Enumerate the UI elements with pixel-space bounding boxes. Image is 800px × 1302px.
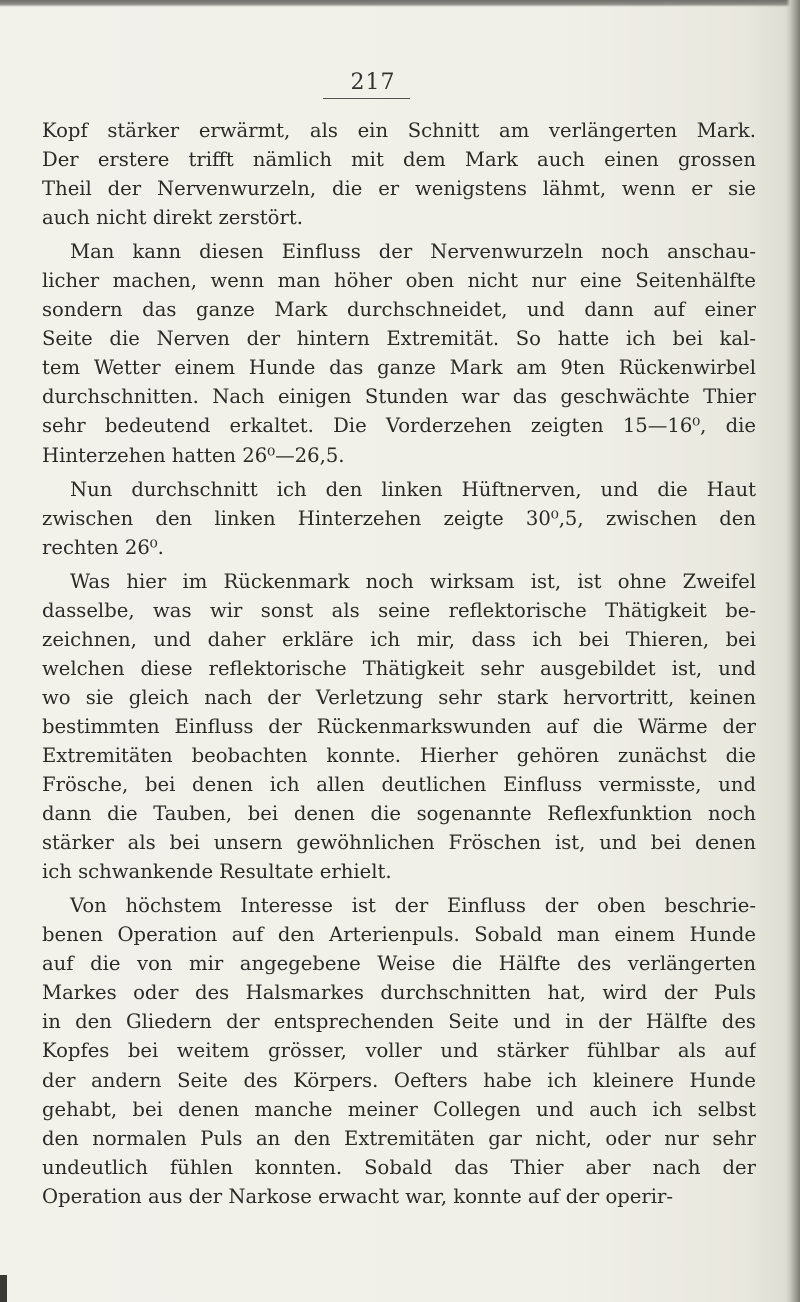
- book-spine-shadow: [786, 0, 800, 1302]
- paragraph: [42, 891, 756, 1211]
- text-line: bestimmten Einfluss der Rückenmarkswunden auf die Wärme der: [42, 714, 756, 738]
- text-line: sondern das ganze Mark durchschneidet, und dann auf einer: [42, 298, 756, 322]
- text-line: tem Wetter einem Hunde das ganze Mark am 9ten Rückenwirbel: [42, 356, 756, 380]
- text-line: auf die von mir angegebene Weise die Hälfte des verlängerten: [42, 952, 756, 976]
- text-line: dann die Tauben, bei denen die sogenannte Reflexfunktion noch: [42, 802, 756, 826]
- text-line: sehr bedeutend erkaltet. Die Vorderzehen zeigten 15—16⁰, die: [42, 414, 756, 438]
- text-line: benen Operation auf den Arterienpuls. Sobald man einem Hunde: [42, 923, 756, 947]
- paragraph: [42, 237, 756, 469]
- text-line: wo sie gleich nach der Verletzung sehr stark hervortritt, keinen: [42, 685, 756, 709]
- text-line: ich schwankende Resultate erhielt.: [42, 860, 392, 884]
- text-line: gehabt, bei denen manche meiner Collegen und auch ich selbst: [42, 1097, 756, 1121]
- text-line: licher machen, wenn man höher oben nicht nur eine Seitenhälfte: [42, 269, 756, 293]
- scan-top-edge: [0, 0, 800, 7]
- page-number-underline: [323, 98, 410, 99]
- text-line: in den Gliedern der entsprechenden Seite und in der Hälfte des: [42, 1010, 756, 1034]
- text-line: Seite die Nerven der hintern Extremität. So hatte ich bei kal-: [42, 327, 756, 351]
- text-line: Von höchstem Interesse ist der Einfluss der oben beschrie-: [70, 894, 756, 918]
- paragraph: [42, 567, 756, 887]
- page-number: 217: [350, 70, 396, 95]
- text-line: Was hier im Rückenmark noch wirksam ist, ist ohne Zweifel: [70, 569, 756, 593]
- paragraph: [42, 116, 756, 232]
- text-line: durchschnitten. Nach einigen Stunden war das geschwächte Thier: [42, 385, 756, 409]
- text-line: stärker als bei unsern gewöhnlichen Fröschen ist, und bei denen: [42, 831, 756, 855]
- text-line: welchen diese reflektorische Thätigkeit sehr ausgebildet ist, und: [42, 656, 756, 680]
- text-line: auch nicht direkt zerstört.: [42, 206, 303, 230]
- text-line: Kopf stärker erwärmt, als ein Schnitt am verlängerten Mark.: [42, 119, 756, 142]
- text-line: Man kann diesen Einfluss der Nervenwurzeln noch anschau-: [70, 240, 756, 264]
- text-line: den normalen Puls an den Extremitäten gar nicht, oder nur sehr: [42, 1126, 756, 1150]
- text-line: rechten 26⁰.: [42, 535, 164, 559]
- text-line: Markes oder des Halsmarkes durchschnitten hat, wird der Puls: [42, 981, 756, 1005]
- text-line: Hinterzehen hatten 26⁰—26,5.: [42, 443, 345, 467]
- body-text: [42, 116, 756, 1211]
- text-line: zeichnen, und daher erkläre ich mir, dass ich bei Thieren, bei: [42, 627, 756, 651]
- text-line: Theil der Nervenwurzeln, die er wenigstens lähmt, wenn er sie: [42, 177, 756, 201]
- text-line: Der erstere trifft nämlich mit dem Mark auch einen grossen: [42, 148, 756, 172]
- text-line: zwischen den linken Hinterzehen zeigte 30⁰,5, zwischen den: [42, 506, 756, 530]
- paragraph: [42, 475, 756, 562]
- text-line: Extremitäten beobachten konnte. Hierher gehören zunächst die: [42, 743, 756, 767]
- text-line: undeutlich fühlen konnten. Sobald das Thier aber nach der: [42, 1155, 756, 1179]
- text-line: dasselbe, was wir sonst als seine reflektorische Thätigkeit be-: [42, 598, 756, 622]
- text-line: Frösche, bei denen ich allen deutlichen Einfluss vermisste, und: [42, 773, 756, 797]
- text-line: Nun durchschnitt ich den linken Hüftnerven, und die Haut: [70, 477, 756, 501]
- text-line: der andern Seite des Körpers. Oefters habe ich kleinere Hunde: [42, 1068, 756, 1092]
- text-line: Kopfes bei weitem grösser, voller und stärker fühlbar als auf: [42, 1039, 756, 1063]
- scan-corner-mark: [0, 1275, 7, 1302]
- text-line: Operation aus der Narkose erwacht war, konnte auf der operir-: [42, 1184, 673, 1208]
